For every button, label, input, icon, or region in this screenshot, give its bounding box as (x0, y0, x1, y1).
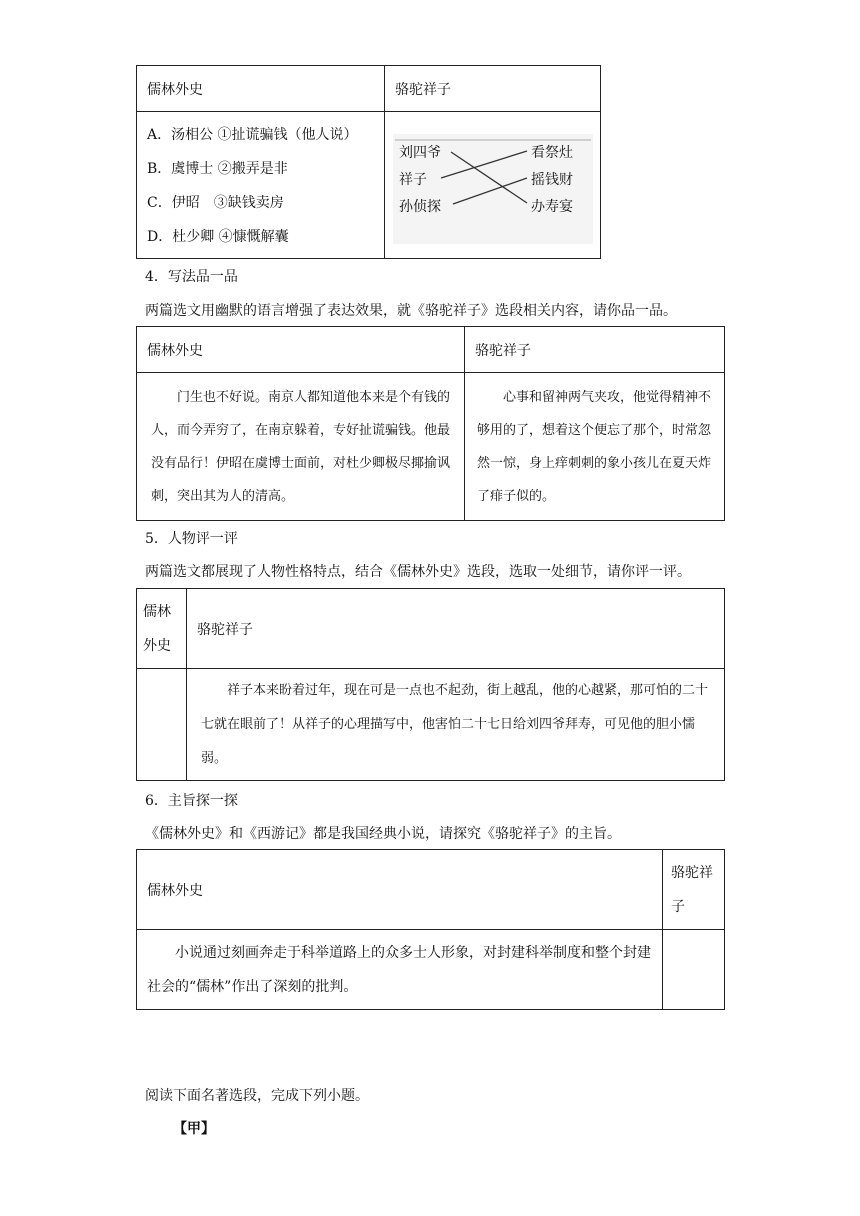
match-left-1: 刘四爷 (399, 145, 441, 161)
q5-header-rulin: 儒林外史 (137, 589, 187, 669)
match-right-2: 摇钱财 (531, 172, 573, 188)
q5-rulin-blank (137, 669, 187, 781)
q4-title: 4．写法品一品 (145, 269, 238, 285)
option-b: B．虞博士 ②搬弄是非 (147, 161, 288, 177)
q5-luotuo-text: 祥子本来盼着过年，现在可是一点也不起劲，街上越乱，他的心越紧，那可怕的二十七就在眼前了！从祥子的心理描写中，他害怕二十七日给刘四爷拜寿，可见他的胆小懦弱。 (187, 669, 725, 781)
reading-instruction: 阅读下面名著选段，完成下列小题。 (145, 1088, 369, 1104)
match-right-3: 办寿宴 (531, 199, 573, 215)
q6-title: 6．主旨探一探 (145, 793, 238, 809)
q6-header-luotuo: 骆驼祥子 (663, 850, 725, 930)
table1-header-rulin: 儒林外史 (137, 66, 385, 112)
q4-table (136, 326, 725, 521)
option-c: C．伊昭 ③缺钱卖房 (147, 195, 284, 211)
section-label-jia: 【甲】 (173, 1121, 215, 1137)
q4-header-luotuo: 骆驼祥子 (465, 327, 725, 373)
q4-header-rulin: 儒林外史 (137, 327, 465, 373)
q4-prompt: 两篇选文用幽默的语言增强了表达效果，就《骆驼祥子》选段相关内容，请你品一品。 (145, 303, 677, 319)
q6-rulin-text: 小说通过刻画奔走于科举道路上的众多士人形象，对封建科举制度和整个封建社会的“儒林”作出了深刻的批判。 (137, 930, 663, 1010)
match-left-2: 祥子 (399, 172, 427, 188)
option-d: D．杜少卿 ④慷慨解囊 (147, 229, 289, 245)
q5-table (136, 588, 725, 781)
matching-figure (385, 112, 601, 259)
table1-header-luotuo: 骆驼祥子 (385, 66, 601, 112)
matching-table (136, 65, 601, 259)
q6-table (136, 849, 725, 1010)
q4-rulin-text: 门生也不好说。南京人都知道他本来是个有钱的人，而今弄穷了，在南京躲着，专好扯谎骗钱。他最没有品行！伊昭在虞博士面前，对杜少卿极尽揶揄讽刺，突出其为人的清高。 (137, 373, 465, 521)
matching-image (393, 134, 593, 244)
match-right-1: 看祭灶 (531, 145, 573, 161)
match-left-3: 孙侦探 (399, 199, 441, 215)
rulin-options (137, 112, 385, 259)
q5-header-luotuo: 骆驼祥子 (187, 589, 725, 669)
q4-luotuo-text: 心事和留神两气夹攻，他觉得精神不够用的了，想着这个便忘了那个，时常忽然一惊，身上痒刺刺的象小孩儿在夏天炸了痱子似的。 (465, 373, 725, 521)
q6-luotuo-blank (663, 930, 725, 1010)
q5-prompt: 两篇选文都展现了人物性格特点，结合《儒林外史》选段，选取一处细节，请你评一评。 (145, 564, 691, 580)
q6-prompt: 《儒林外史》和《西游记》都是我国经典小说，请探究《骆驼祥子》的主旨。 (145, 826, 621, 842)
q6-header-rulin: 儒林外史 (137, 850, 663, 930)
option-a: A．汤相公 ①扯谎骗钱（他人说） (147, 127, 358, 143)
q5-title: 5．人物评一评 (145, 531, 238, 547)
